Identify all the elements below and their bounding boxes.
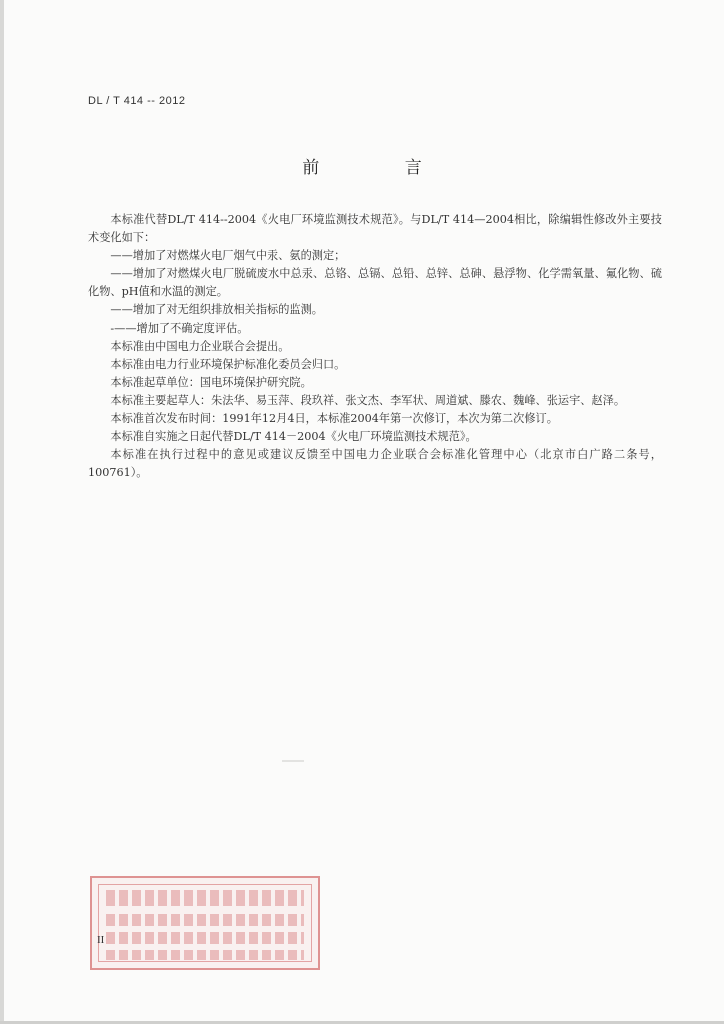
bookstore-stamp (90, 876, 320, 970)
change-item-fugitive: ——增加了对无组织排放相关指标的监测。 (110, 303, 323, 317)
stamp-text-line (106, 890, 304, 906)
section-title: 前 言 (302, 158, 462, 178)
stamp-text-line (106, 950, 304, 960)
page-number: II (97, 934, 105, 946)
change-item-uncertainty: -——增加了不确定度评估。 (110, 321, 249, 335)
paragraph-supersedes: 本标准自实施之日起代替DL/T 414－2004《火电厂环境监测技术规范》。 (110, 430, 477, 444)
paragraph-administrator: 本标准由电力行业环境保护标准化委员会归口。 (110, 357, 346, 371)
paragraph-drafting-unit: 本标准起草单位：国电环境保护研究院。 (110, 375, 312, 389)
stamp-text-line (106, 914, 304, 926)
paragraph-drafters: 本标准主要起草人：朱法华、易玉萍、段玖祥、张文杰、李军状、周道斌、滕农、魏峰、张运宇、赵泽。 (110, 393, 626, 407)
paragraph-feedback: 本标准在执行过程中的意见或建议反馈至中国电力企业联合会标准化管理中心（北京市白广路二条号，100761）。 (88, 448, 662, 480)
paragraph-proposer: 本标准由中国电力企业联合会提出。 (110, 339, 290, 353)
foreword-body (88, 211, 662, 482)
scan-artifact (282, 760, 304, 762)
change-item-wastewater: ——增加了对燃煤火电厂脱硫废水中总汞、总铬、总镉、总铅、总锌、总砷、悬浮物、化学需氧量、氟化物、硫化物、pH值和水温的测定。 (88, 267, 662, 299)
paragraph-history: 本标准首次发布时间：1991年12月4日，本标准2004年第一次修订，本次为第二次修订。 (110, 412, 558, 426)
stamp-text-line (106, 932, 304, 944)
paragraph-replacement: 本标准代替DL/T 414--2004《火电厂环境监测技术规范》。与DL/T 414—2004相比，除编辑性修改外主要技术变化如下： (88, 213, 662, 245)
change-item-mercury-ammonia: ——增加了对燃煤火电厂烟气中汞、氨的测定； (110, 249, 346, 263)
document-code: DL / T 414 -- 2012 (88, 95, 186, 107)
